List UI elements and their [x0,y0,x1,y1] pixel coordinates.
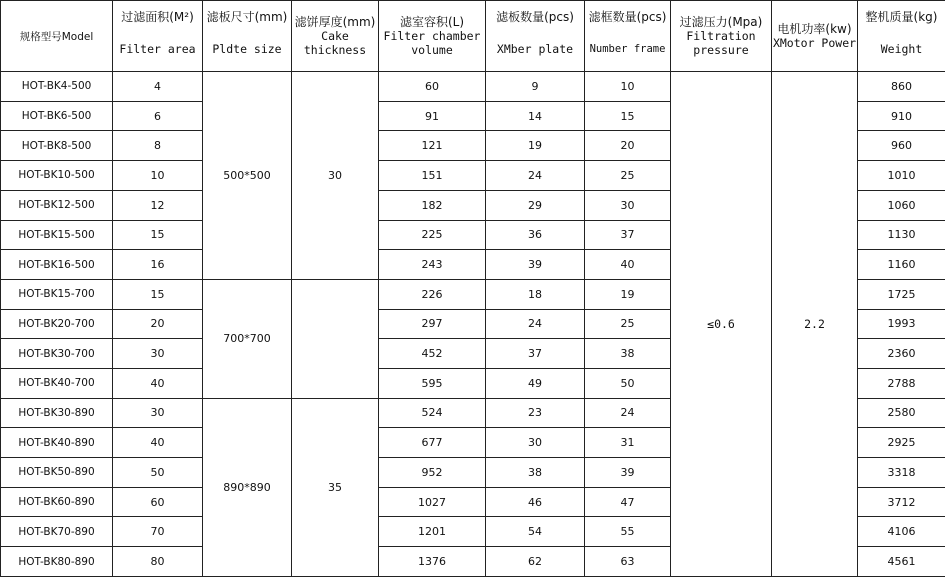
cell-plate-count: 18 [486,279,585,309]
header-motor-power-en: XMotor Power [772,36,857,51]
cell-model: HOT-BK4-500 [1,72,113,102]
cell-frame-count: 20 [585,131,671,161]
cell-chamber-volume: 297 [379,309,486,339]
cell-frame-count: 25 [585,161,671,191]
cell-chamber-volume: 121 [379,131,486,161]
cell-filtration-pressure: ≤0.6 [671,72,772,577]
cell-frame-count: 19 [585,279,671,309]
header-frame-count-cn: 滤框数量(pcs) [588,10,667,25]
cell-filter-area: 8 [113,131,203,161]
cell-chamber-volume: 952 [379,458,486,488]
header-filter-area-en: Filter area [119,42,196,57]
cell-chamber-volume: 60 [379,72,486,102]
header-plate-size-cn: 滤板尺寸(mm) [206,10,288,25]
cell-weight: 2360 [858,339,945,369]
cell-filter-area: 50 [113,458,203,488]
cell-model: HOT-BK40-890 [1,428,113,458]
cell-cake-thickness-blank [292,279,379,398]
cell-frame-count: 30 [585,190,671,220]
header-model [1,1,113,72]
cell-filter-area: 40 [113,428,203,458]
cell-model: HOT-BK15-700 [1,279,113,309]
cell-model: HOT-BK60-890 [1,487,113,517]
header-plate-count [486,1,585,72]
cell-model: HOT-BK30-700 [1,339,113,369]
cell-filter-area: 10 [113,161,203,191]
header-filtration-pressure [671,1,772,72]
header-motor-power [772,1,858,72]
cell-cake-thickness-30: 30 [292,72,379,280]
header-frame-count [585,1,671,72]
cell-plate-count: 38 [486,458,585,488]
cell-plate-count: 9 [486,72,585,102]
cell-weight: 1725 [858,279,945,309]
cell-weight: 1993 [858,309,945,339]
cell-filter-area: 16 [113,250,203,280]
cell-frame-count: 47 [585,487,671,517]
cell-weight: 3712 [858,487,945,517]
cell-weight: 3318 [858,458,945,488]
cell-model: HOT-BK80-890 [1,547,113,577]
cell-filter-area: 60 [113,487,203,517]
cell-chamber-volume: 1376 [379,547,486,577]
cell-weight: 4106 [858,517,945,547]
cell-chamber-volume: 243 [379,250,486,280]
cell-frame-count: 10 [585,72,671,102]
cell-plate-count: 14 [486,101,585,131]
cell-weight: 860 [858,72,945,102]
cell-model: HOT-BK10-500 [1,161,113,191]
header-filter-area-cn: 过滤面积(M²) [121,10,194,25]
cell-filter-area: 12 [113,190,203,220]
cell-model: HOT-BK6-500 [1,101,113,131]
cell-filter-area: 15 [113,220,203,250]
header-weight-en: Weight [880,42,923,57]
cell-model: HOT-BK16-500 [1,250,113,280]
header-motor-power-cn: 电机功率(kw) [777,22,852,37]
cell-plate-count: 24 [486,161,585,191]
cell-weight: 1010 [858,161,945,191]
cell-weight: 2925 [858,428,945,458]
header-plate-size-en: Pldte size [212,42,282,57]
cell-weight: 1130 [858,220,945,250]
header-row [1,1,945,72]
cell-filter-area: 20 [113,309,203,339]
cell-plate-size-500: 500*500 [203,72,292,280]
cell-weight: 910 [858,101,945,131]
cell-chamber-volume: 677 [379,428,486,458]
table-row [1,72,945,102]
cell-plate-count: 37 [486,339,585,369]
cell-frame-count: 50 [585,368,671,398]
cell-frame-count: 24 [585,398,671,428]
cell-frame-count: 40 [585,250,671,280]
cell-frame-count: 37 [585,220,671,250]
cell-frame-count: 25 [585,309,671,339]
cell-chamber-volume: 91 [379,101,486,131]
cell-model: HOT-BK30-890 [1,398,113,428]
cell-frame-count: 38 [585,339,671,369]
cell-frame-count: 15 [585,101,671,131]
cell-plate-size-890: 890*890 [203,398,292,576]
cell-plate-count: 36 [486,220,585,250]
cell-plate-count: 23 [486,398,585,428]
cell-model: HOT-BK8-500 [1,131,113,161]
cell-chamber-volume: 1201 [379,517,486,547]
cell-chamber-volume: 524 [379,398,486,428]
header-cake-thickness [292,1,379,72]
header-model-label: 规格型号Model [19,30,94,43]
cell-filter-area: 70 [113,517,203,547]
cell-frame-count: 31 [585,428,671,458]
cell-chamber-volume: 151 [379,161,486,191]
cell-weight: 960 [858,131,945,161]
header-chamber-volume [379,1,486,72]
cell-frame-count: 39 [585,458,671,488]
cell-chamber-volume: 225 [379,220,486,250]
header-filtration-pressure-en: Filtration pressure [686,29,756,58]
cell-chamber-volume: 226 [379,279,486,309]
cell-chamber-volume: 1027 [379,487,486,517]
cell-plate-count: 46 [486,487,585,517]
cell-plate-count: 62 [486,547,585,577]
cell-model: HOT-BK12-500 [1,190,113,220]
cell-frame-count: 55 [585,517,671,547]
cell-plate-size-700: 700*700 [203,279,292,398]
cell-cake-thickness-35: 35 [292,398,379,576]
cell-plate-count: 30 [486,428,585,458]
header-filter-area [113,1,203,72]
cell-filter-area: 80 [113,547,203,577]
cell-weight: 2580 [858,398,945,428]
header-weight [858,1,945,72]
header-cake-thickness-en: Cake thickness [303,29,367,58]
cell-plate-count: 39 [486,250,585,280]
cell-weight: 1160 [858,250,945,280]
cell-plate-count: 29 [486,190,585,220]
cell-weight: 4561 [858,547,945,577]
header-cake-thickness-cn: 滤饼厚度(mm) [294,15,376,30]
cell-filter-area: 15 [113,279,203,309]
cell-plate-count: 19 [486,131,585,161]
cell-filter-area: 30 [113,339,203,369]
header-chamber-volume-cn: 滤室容积(L) [399,15,465,30]
cell-model: HOT-BK50-890 [1,458,113,488]
header-filtration-pressure-cn: 过滤压力(Mpa) [679,15,763,30]
cell-filter-area: 4 [113,72,203,102]
cell-chamber-volume: 595 [379,368,486,398]
cell-chamber-volume: 452 [379,339,486,369]
header-plate-size [203,1,292,72]
cell-filter-area: 40 [113,368,203,398]
cell-model: HOT-BK15-500 [1,220,113,250]
cell-model: HOT-BK70-890 [1,517,113,547]
header-weight-cn: 整机质量(kg) [865,10,938,25]
header-chamber-volume-en: Filter chamber volume [383,29,481,58]
header-plate-count-en: XMber plate [496,42,574,57]
cell-chamber-volume: 182 [379,190,486,220]
cell-plate-count: 24 [486,309,585,339]
header-plate-count-cn: 滤板数量(pcs) [496,10,574,25]
cell-weight: 2788 [858,368,945,398]
cell-filter-area: 6 [113,101,203,131]
cell-frame-count: 63 [585,547,671,577]
cell-weight: 1060 [858,190,945,220]
header-frame-count-en: Number frame [589,43,666,56]
cell-plate-count: 54 [486,517,585,547]
cell-model: HOT-BK20-700 [1,309,113,339]
cell-filter-area: 30 [113,398,203,428]
cell-plate-count: 49 [486,368,585,398]
cell-model: HOT-BK40-700 [1,368,113,398]
cell-motor-power: 2.2 [772,72,858,577]
